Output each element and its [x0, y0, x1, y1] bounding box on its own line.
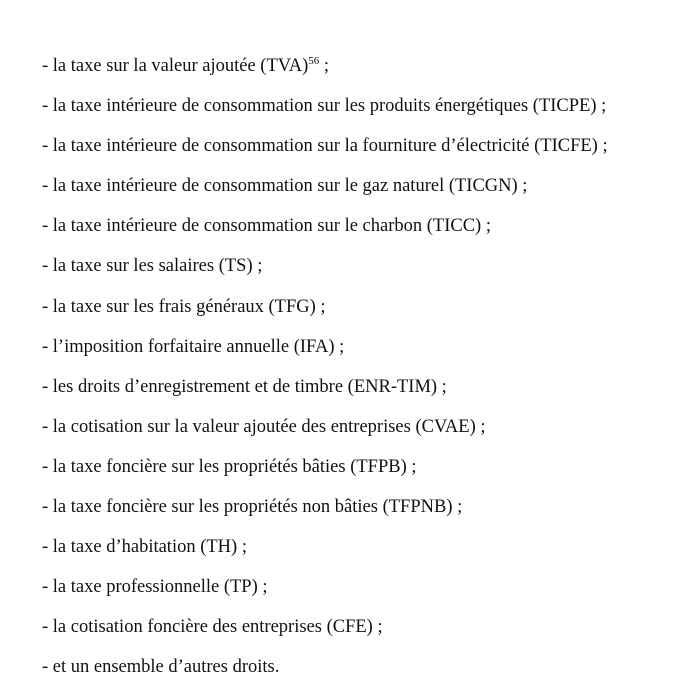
list-item-enr-tim: - les droits d’enregistrement et de timbre (ENR-TIM) ;	[42, 376, 447, 397]
tax-list	[42, 56, 608, 698]
list-item-cfe: - la cotisation foncière des entreprises (CFE) ;	[42, 617, 383, 638]
list-item-ticfe: - la taxe intérieure de consommation sur la fourniture d’électricité (TICFE) ;	[42, 136, 608, 157]
list-item-tp: - la taxe professionnelle (TP) ;	[42, 577, 268, 598]
list-item-tail: ;	[319, 56, 330, 76]
list-item-tfpb: - la taxe foncière sur les propriétés bâties (TFPB) ;	[42, 456, 417, 477]
list-item-ts: - la taxe sur les salaires (TS) ;	[42, 256, 263, 277]
list-item-text: - la taxe sur la valeur ajoutée (TVA)	[42, 56, 309, 76]
list-item-tva	[42, 56, 608, 76]
footnote-ref-56[interactable]: 56	[308, 55, 320, 67]
list-item-ticc: - la taxe intérieure de consommation sur le charbon (TICC) ;	[42, 216, 491, 237]
list-item-ticgn: - la taxe intérieure de consommation sur le gaz naturel (TICGN) ;	[42, 176, 528, 197]
list-item-tfpnb: - la taxe foncière sur les propriétés non bâties (TFPNB) ;	[42, 497, 463, 518]
list-item-tfg: - la taxe sur les frais généraux (TFG) ;	[42, 296, 326, 317]
list-item-ticpe: - la taxe intérieure de consommation sur les produits énergétiques (TICPE) ;	[42, 96, 607, 117]
list-item-autres-droits: - et un ensemble d’autres droits.	[42, 657, 280, 678]
list-item-ifa: - l’imposition forfaitaire annuelle (IFA) ;	[42, 336, 345, 357]
list-item-th: - la taxe d’habitation (TH) ;	[42, 537, 247, 558]
list-item-cvae: - la cotisation sur la valeur ajoutée des entreprises (CVAE) ;	[42, 416, 486, 437]
